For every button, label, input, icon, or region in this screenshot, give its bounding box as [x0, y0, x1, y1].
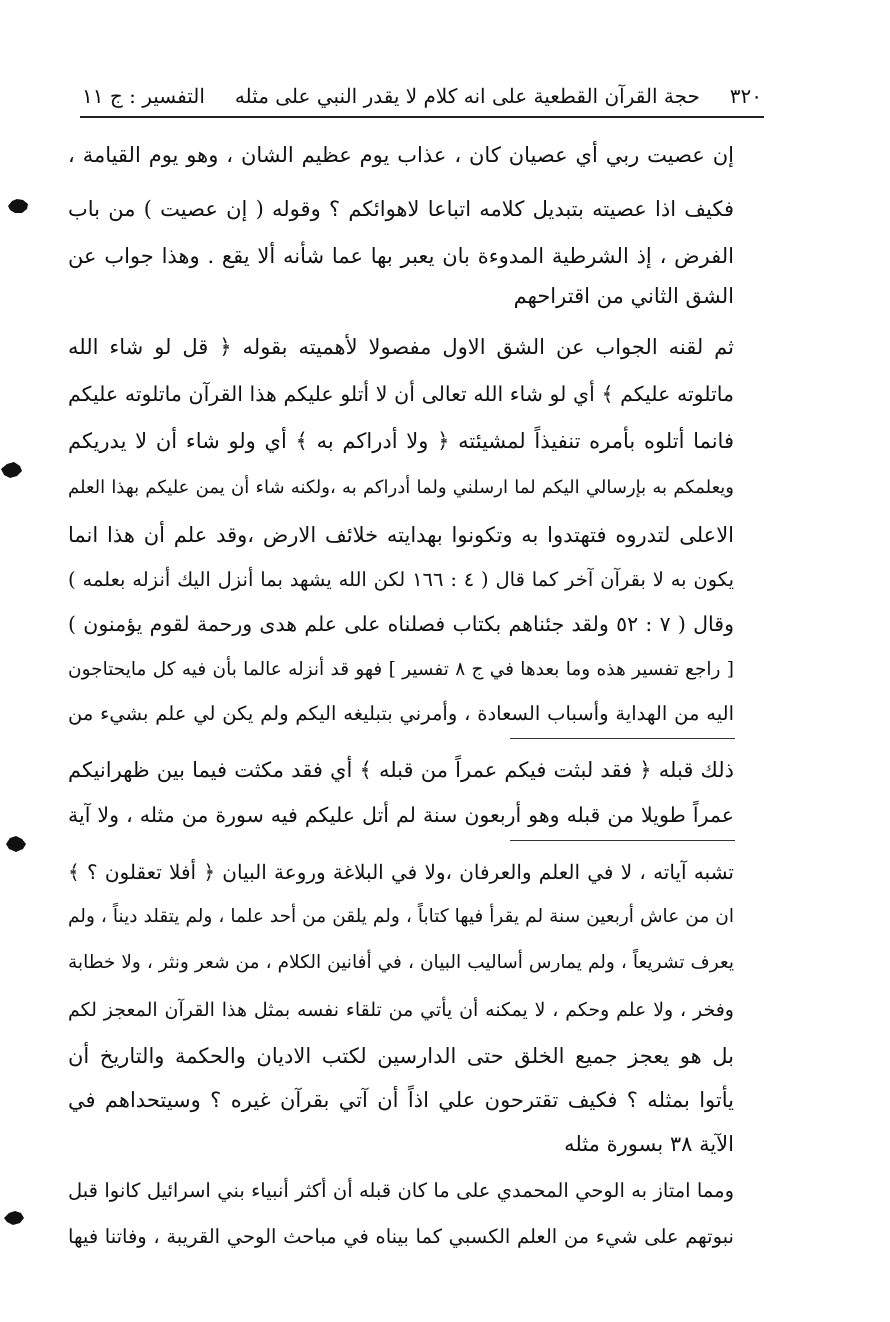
text-line: الآية ٣٨ بسورة مثله: [564, 1132, 734, 1156]
text-line: عمراً طويلا من قبله وهو أربعون سنة لم أتل عليكم فيه سورة من مثله ، ولا آية: [68, 803, 734, 827]
text-line: ومما امتاز به الوحي المحمدي على ما كان قبله أن أكثر أنبياء بني اسرائيل كانوا قبل: [68, 1179, 734, 1202]
section-rule: [510, 840, 735, 841]
section-rule: [510, 738, 735, 739]
text-line: فانما أتلوه بأمره تنفيذاً لمشيئته ﴿ ولا أدراكم به ﴾ أي ولو شاء أن لا يدريكم: [68, 429, 734, 453]
page-header: [82, 78, 762, 114]
page-number: ٣٢٠: [729, 84, 762, 108]
binding-hole-mark: [4, 834, 28, 854]
book-reference: التفسير : ج ١١: [82, 84, 205, 108]
text-line: [ راجع تفسير هذه وما بعدها في ج ٨ تفسير ] فهو قد أنزله عالما بأن فيه كل مايحتاجون: [68, 659, 734, 680]
text-line: اليه من الهداية وأسباب السعادة ، وأمرني بتبليغه اليكم ولم يكن لي علم بشيء من: [68, 702, 734, 725]
text-line: بل هو يعجز جميع الخلق حتى الدارسين لكتب الاديان والحكمة والتاريخ أن: [68, 1044, 734, 1068]
text-line: الفرض ، إذ الشرطية المدوءة بان يعبر بها عما شأنه ألا يقع . وهذا جواب عن: [68, 244, 734, 268]
text-line: إن عصيت ربي أي عصيان كان ، عذاب يوم عظيم الشان ، وهو يوم القيامة ،: [68, 143, 734, 167]
binding-hole-mark: [6, 196, 30, 216]
binding-hole-mark: [0, 460, 24, 480]
header-rule: [80, 116, 764, 118]
text-line: يعرف تشريعاً ، ولم يمارس أساليب البيان ، في أفانين الكلام ، من شعر ونثر ، ولا خطابة: [68, 952, 734, 973]
text-line: ماتلوته عليكم ﴾ أي لو شاء الله تعالى أن لا أتلو عليكم هذا القرآن ماتلوته عليكم: [68, 382, 734, 406]
text-line: ثم لقنه الجواب عن الشق الاول مفصولا لأهميته بقوله ﴿ قل لو شاء الله: [68, 335, 734, 359]
text-line: ويعلمكم به بإرسالي اليكم لما ارسلني ولما أدراكم به ،ولكنه شاء أن يمن عليكم بهذا العلم: [68, 477, 734, 498]
text-line: يكون به لا بقرآن آخر كما قال ( ٤ : ١٦٦ لكن الله يشهد بما أنزل اليك أنزله بعلمه ): [68, 568, 734, 591]
binding-hole-mark: [2, 1208, 26, 1228]
text-line: يأتوا بمثله ؟ فكيف تقترحون علي اذاً أن آتي بقرآن غيره ؟ وسيتحداهم في: [68, 1088, 734, 1112]
text-line: تشبه آياته ، لا في العلم والعرفان ،ولا في البلاغة وروعة البيان ﴿ أفلا تعقلون ؟ ﴾: [68, 860, 734, 884]
text-line: فكيف اذا عصيته بتبديل كلامه اتباعا لاهوائكم ؟ وقوله ( إن عصيت ) من باب: [68, 197, 734, 221]
text-line: وقال ( ٧ : ٥٢ ولقد جئناهم بكتاب فصلناه على علم هدى ورحمة لقوم يؤمنون ): [68, 612, 734, 636]
text-line: نبوتهم على شيء من العلم الكسبي كما بيناه في مباحث الوحي القريبة ، وفاتنا فيها: [68, 1225, 734, 1248]
text-line: وفخر ، ولا علم وحكم ، لا يمكنه أن يأتي من تلقاء نفسه بمثل هذا القرآن المعجز لكم: [68, 999, 734, 1021]
text-line: الشق الثاني من اقتراحهم: [513, 284, 734, 308]
text-line: ان من عاش أربعين سنة لم يقرأ فيها كتاباً ، ولم يلقن من أحد علما ، ولم يتقلد ديناً ، ولم: [68, 906, 734, 927]
running-title: حجة القرآن القطعية على انه كلام لا يقدر النبي على مثله: [234, 84, 700, 108]
text-line: الاعلى لتدروه فتهتدوا به وتكونوا بهدايته خلائف الارض ،وقد علم أن هذا انما: [68, 523, 734, 547]
text-line: ذلك قبله ﴿ فقد لبثت فيكم عمراً من قبله ﴾ أي فقد مكثت فيما بين ظهرانيكم: [68, 758, 734, 782]
